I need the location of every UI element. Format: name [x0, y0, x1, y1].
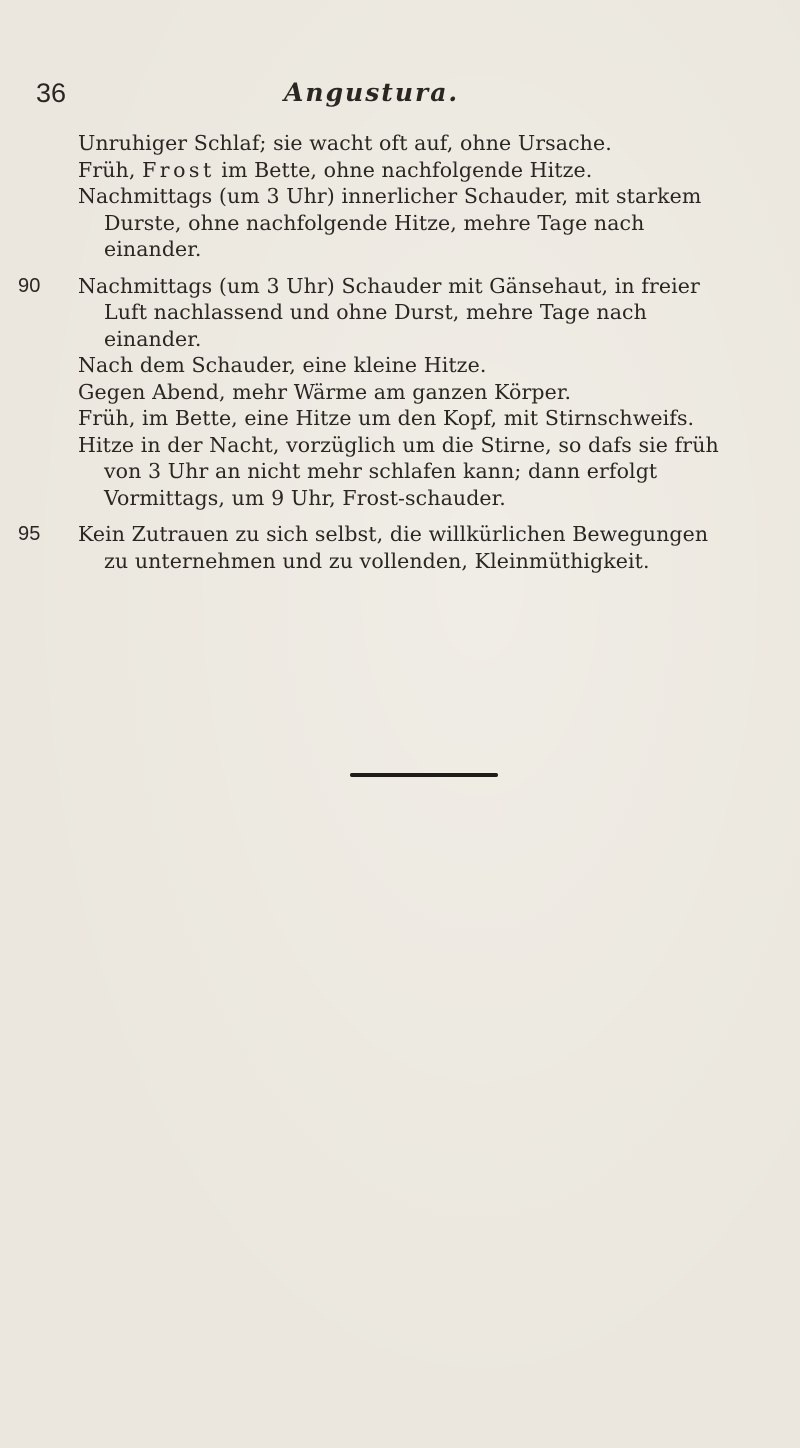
symptom-list [18, 130, 738, 574]
emphasized-word: Frost [142, 157, 215, 182]
line-number: 95 [18, 523, 41, 545]
entry-text: Hitze in der Nacht, vorzüglich um die Stirne, so dafs sie früh von 3 Uhr an nicht mehr schlafen kann; dann erfolgt Vormittags, um 9 Uhr, Frost-schauder. [78, 432, 719, 510]
symptom-entry [78, 432, 738, 512]
page-header [36, 78, 736, 118]
entry-text: Früh, im Bette, eine Hitze um den Kopf, mit Stirnschweifs. [78, 406, 695, 430]
symptom-entry [18, 521, 738, 574]
line-number: 90 [18, 274, 41, 297]
entry-text: Unruhiger Schlaf; sie wacht oft auf, ohne Ursache. [78, 131, 612, 155]
page-number: 36 [36, 78, 67, 108]
running-title: Angustura. [284, 78, 460, 107]
symptom-entry [78, 405, 738, 432]
entry-text: Nachmittags (um 3 Uhr) innerlicher Schauder, mit starkem Durste, ohne nachfolgende Hitze, mehre Tage nach einander. [78, 184, 702, 261]
entry-text: Nach dem Schauder, eine kleine Hitze. [78, 353, 487, 377]
entry-text: Nachmittags (um 3 Uhr) Schauder mit Gänsehaut, in freier Luft nachlassend und ohne Durst, mehre Tage nach einander. [78, 273, 700, 351]
entry-text: Früh, [78, 157, 143, 182]
entry-text: Gegen Abend, mehr Wärme am ganzen Körper. [78, 379, 572, 404]
entry-text: im Bette, ohne nachfolgende Hitze. [214, 157, 593, 182]
symptom-entry [78, 352, 738, 379]
symptom-entry [78, 130, 738, 157]
symptom-entry [78, 379, 738, 406]
section-divider [350, 773, 498, 777]
symptom-entry [78, 183, 738, 263]
entry-text: Kein Zutrauen zu sich selbst, die willkürlichen Bewegungen zu unternehmen und zu vollenden, Kleinmüthigkeit. [78, 522, 709, 573]
symptom-entry [78, 157, 738, 184]
symptom-entry [18, 273, 738, 353]
